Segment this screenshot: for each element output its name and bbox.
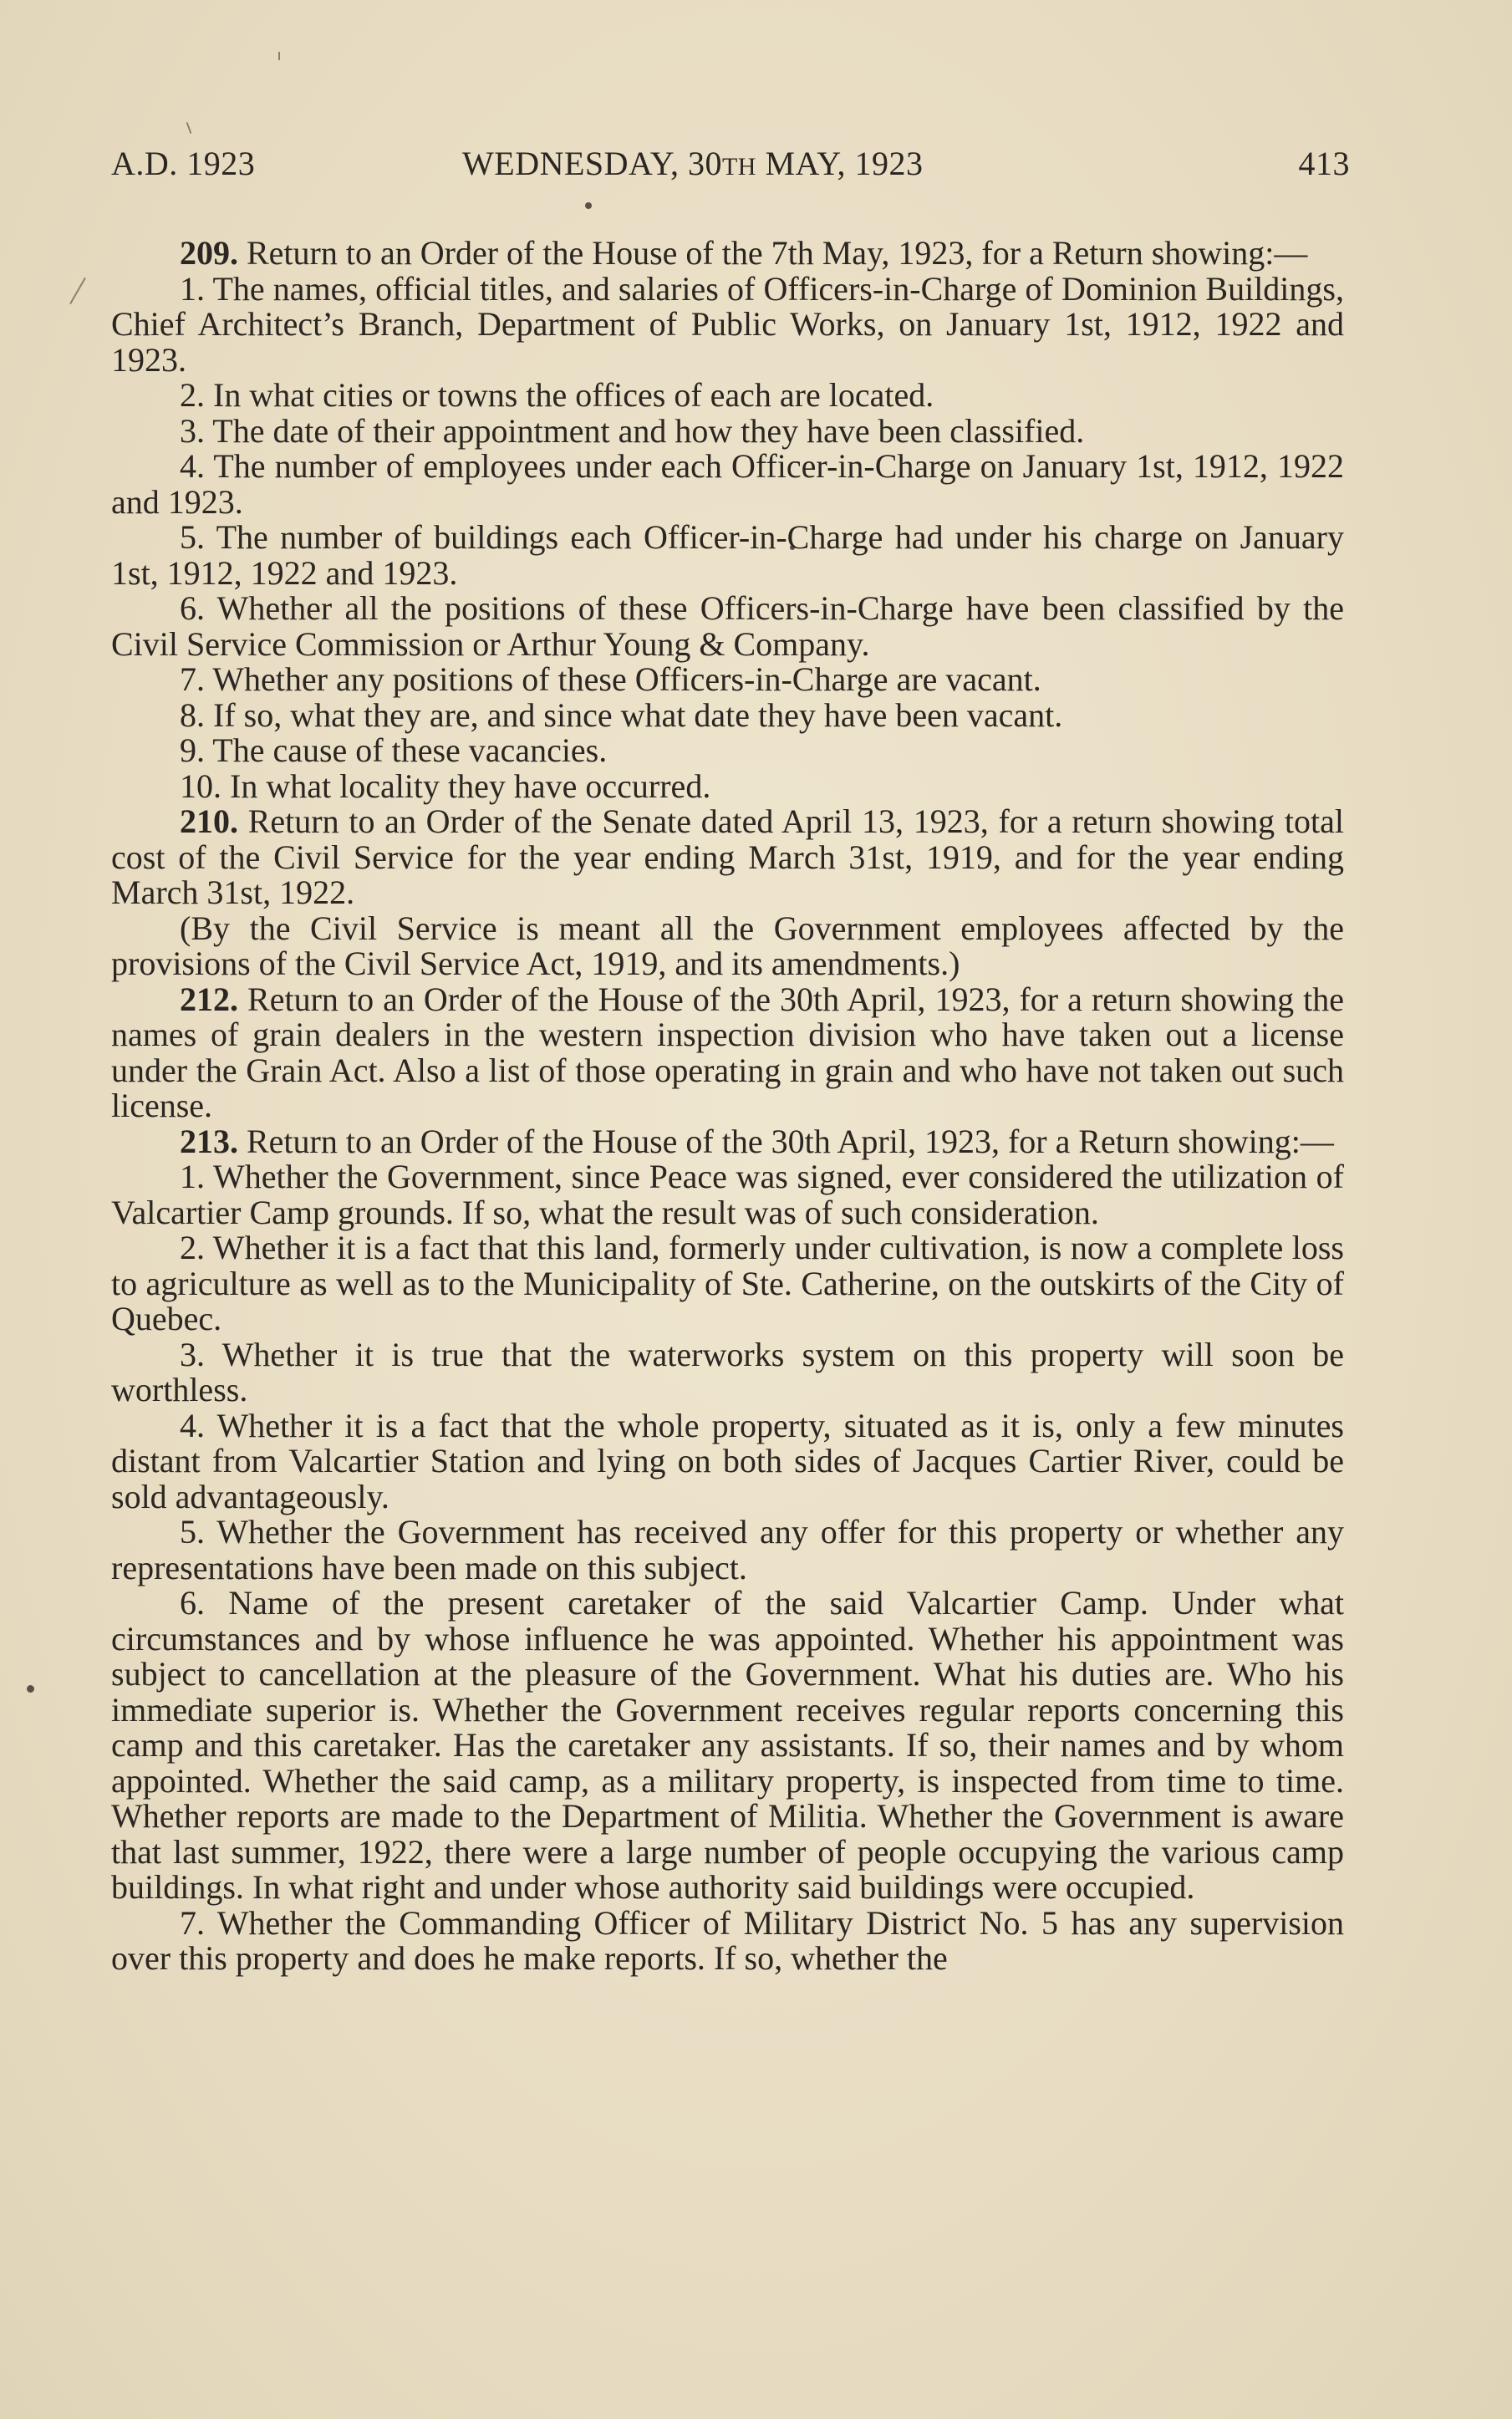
paragraph-text: 5. Whether the Government has received any offer for this property or whether any representations have been made on this subject. [111, 1513, 1344, 1586]
stray-tick [278, 52, 280, 60]
paragraph-text: 8. If so, what they are, and since what date they have been vacant. [180, 695, 1063, 734]
list-item [111, 1230, 1344, 1337]
paragraph-text: 2. Whether it is a fact that this land, formerly under cultivation, is now a complete loss to agriculture as well as to the Municipality of Ste. Catherine, on the outskirts of the City of Quebec. [111, 1229, 1344, 1337]
paragraph-text: 4. Whether it is a fact that the whole property, situated as it is, only a few minutes distant from Valcartier Station and lying on both sides of Jacques Cartier River, could be sold advantageously. [111, 1406, 1344, 1515]
stray-tick [69, 278, 86, 304]
list-item [111, 766, 1344, 805]
paragraph-text: 3. The date of their appointment and how they have been classified. [180, 411, 1085, 450]
return-heading-paragraph [111, 236, 1344, 272]
list-item [111, 1903, 1344, 1977]
paragraph-text: 7. Whether the Commanding Officer of Military District No. 5 has any supervision over this property and does he make reports. If so, whether the [111, 1903, 1344, 1977]
return-heading-paragraph [111, 982, 1344, 1124]
paragraph-text: 6. Name of the present caretaker of the said Valcartier Camp. Under what circumstances and by whose influence he was appointed. Whether his appointment was subject to cancellation at the pleasure of the Government. What his duties are. Who his immediate superior is. Whether the Government receives regular reports concerning this camp and this caretaker. Has the caretaker any assistants. If so, their names and by whom appointed. Whether the said camp, as a military property, is inspected from time to time. Whether reports are made to the Department of Militia. Whether the Government is aware that last summer, 1922, there were a large number of people occupying the various camp buildings. In what right and under whose authority said buildings were occupied. [111, 1584, 1344, 1906]
header-year: A.D. 1923 [111, 145, 256, 182]
list-item [111, 449, 1344, 520]
stray-dot [27, 1685, 34, 1693]
paragraph-text: (By the Civil Service is meant all the Government employees affected by the provisions of the Civil Service Act, 1919, and its amendments.) [111, 909, 1344, 982]
paragraph-text: 10. In what locality they have occurred. [180, 766, 711, 805]
paragraph-text: 1. Whether the Government, since Peace was signed, ever considered the utilization of Valcartier Camp grounds. If so, what the result was of such consideration. [111, 1158, 1344, 1231]
list-item [111, 911, 1344, 982]
paragraph-text: 7. Whether any positions of these Officers-in-Charge are vacant. [180, 660, 1041, 698]
paragraph-text: Return to an Order of the House of the 30th April, 1923, for a Return showing:— [238, 1122, 1334, 1160]
stray-tick [186, 122, 192, 134]
list-item [111, 411, 1344, 450]
paragraph-text: 9. The cause of these vacancies. [180, 731, 608, 769]
list-item [111, 591, 1344, 662]
paragraph-text: 2. In what cities or towns the offices of each are located. [180, 376, 934, 414]
paragraph-text: 5. The number of buildings each Officer-in-Charge had under his charge on January 1st, 1912, 1922 and 1923. [111, 518, 1344, 592]
header-date: WEDNESDAY, 30TH MAY, 1923 [462, 145, 924, 182]
paragraph-text: 6. Whether all the positions of these Officers-in-Charge have been classified by the Civil Service Commission or Arthur Young & Company. [111, 589, 1344, 663]
paragraph-text: 3. Whether it is true that the waterworks system on this property will soon be worthless. [111, 1335, 1344, 1408]
return-number: 209. [180, 234, 238, 272]
return-heading-paragraph [111, 804, 1344, 911]
return-number: 213. [180, 1122, 238, 1160]
paragraph-text: 4. The number of employees under each Officer-in-Charge on January 1st, 1912, 1922 and 1923. [111, 447, 1344, 521]
list-item [111, 1515, 1344, 1586]
list-item [111, 1408, 1344, 1515]
return-number: 210. [180, 802, 238, 840]
paragraph-text: 1. The names, official titles, and salaries of Officers-in-Charge of Dominion Buildings, Chief Architect’s Branch, Department of Public Works, on January 1st, 1912, 1922 and 1923. [111, 269, 1344, 379]
list-item [111, 662, 1344, 698]
list-item [111, 1159, 1344, 1230]
list-item [111, 733, 1344, 769]
return-heading-paragraph [111, 1124, 1344, 1160]
list-item [111, 1337, 1344, 1408]
paragraph-text: Return to an Order of the House of the 30th April, 1923, for a return showing the names of grain dealers in the western inspection division who have taken out a license under the Grain Act. Also a list of those operating in grain and who have not taken out such license. [111, 980, 1344, 1124]
stray-dot [585, 202, 592, 209]
document-body [111, 236, 1344, 1977]
list-item [111, 1586, 1344, 1906]
page-header [111, 144, 1350, 186]
paragraph-text: Return to an Order of the House of the 7th May, 1923, for a Return showing:— [238, 234, 1308, 272]
list-item [111, 520, 1344, 591]
page-number: 413 [1298, 145, 1350, 182]
list-item [111, 695, 1344, 734]
return-number: 212. [180, 980, 238, 1018]
list-item [111, 269, 1344, 379]
paragraph-text: Return to an Order of the Senate dated April 13, 1923, for a return showing total cost of the Civil Service for the year ending March 31st, 1919, and for the year ending March 31st, 1922. [111, 802, 1344, 911]
list-item [111, 378, 1344, 414]
